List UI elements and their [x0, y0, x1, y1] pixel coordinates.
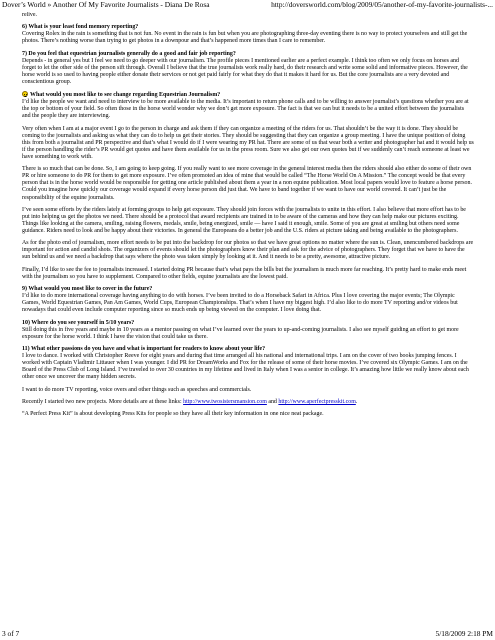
answer-7: Depends - in general yes but I feel we need to go deeper with our journalism. The profile pieces I mentioned earlier are a perfect example. I think too often we only focus on horses and forget to let the other side of the person sift through. Overall I believe that the true journalists work really hard, do their research and write some solid and informative pieces. However, the horse world is so used to having people either donate their services or not get paid fairly for what they do that it makes it hard for us. But the core journalists are a very devoted and conscientious group. [22, 57, 468, 85]
question-10: 10) Where do you see yourself in 5/10 years? [22, 319, 135, 326]
page-number: 3 of 7 [2, 629, 20, 638]
answer-9: I’d like to do more international coverage having anything to do with horses. I’ve been invited to do a Horseback Safari in Africa. Plus I love covering the major events; The Olympic Games, World Equestrian Games, Pan Am Games, World Cups, European Championships. That’s when I have my biggest high. I’d also like to do more TV reporting and/or videos but nowadays that could even include computer reporting since so much ends up being viewed on the computer. I love doing that. [22, 293, 458, 314]
print-header [0, 0, 495, 10]
question-8 [22, 91, 474, 99]
links-end-text: . [355, 398, 358, 405]
page-url: http://doversworld.com/blog/2009/05/another-of-my-favorite-journalists-... [271, 0, 493, 9]
answer-8-paragraph-2: Very often when I am at a major event I go to the person in charge and ask them if they can organize a meeting of the riders for us. That shouldn’t be the way it is done. They should be coming to the journalists and asking us what they can do to help us get their stories. They should be suggesting that they can organize a group meeting. I have the unique position of doing this from both a journalist and PR perspective and that’s what I would do if I were wearing my PR hat. There are some of us that wear both a writer and photographer hat and it would help us if the person handling the rider’s PR would get quotes and have them available for us in the press room. Sure we also get our own quotes but if we suddenly can’t reach someone at least we have something to work with. [22, 125, 474, 160]
smiley-icon [22, 91, 28, 97]
page-title: Dover’s World » Another Of My Favorite Journalists - Diana De Rosa [2, 0, 210, 9]
answer-8-paragraph-4: I’ve seen some efforts by the riders lately at forming groups to help get exposure. They should join forces with the journalists to unite in this effort. I also believe that more effort has to be put into helping us get the photos we need. There should be a protocol that award recipients are trained in to be aware of the cameras and how they can help make our pictures exciting. Things like looking at the camera, smiling, raising flowers, medals, smile, being energized, smile — have I said it enough, smile. Some of you are great at smiling but others need some guidance. Riders need to look and be happy about their victories. In general the Europeans do a better job and the U.S. riders at picture taking and being available to the photographers. [22, 206, 466, 234]
answer-11-paragraph-3 [22, 399, 474, 406]
answer-8-paragraph-5: As for the photo end of journalism, more effort needs to be put into the backdrop for our photos so that we have great options no matter where the sun is. Clean, unencumbered backdrops are important for action and candid shots. The organizers of events should let the photographers know their plan and ask for the advice of photographers. They forget that we have to have the sun behind us and we need a backdrop that says where the photo was taken simply by looking at it. And it needs to be a pretty, awesome, attractive picture. [22, 240, 474, 261]
article-body [22, 12, 474, 626]
question-8-text: What would you most like to see change regarding Equestrian Journalism? [30, 92, 221, 99]
links-intro-text: Recently I started two new projects. More details are at these links: [22, 398, 184, 405]
answer-6: Covering Rolex in the rain is something that is not fun. No event in the rain is fun but when you are photographing three-day eventing there is no way to protect yourselves and still get the photos. There’s nothing worse than trying to get photos in a downpour and that’s happened more times than I care to remember. [22, 31, 468, 45]
print-footer [0, 629, 495, 639]
print-datetime: 5/18/2009 2:18 PM [435, 629, 493, 638]
answer-11-paragraph-4: “A Perfect Press Kit” is about developing Press Kits for people so they have all their key information in one nice neat package. [22, 411, 324, 418]
question-9: 9) What would you most like to cover in the future? [22, 286, 153, 293]
answer-11-paragraph-1: I love to dance. I worked with Christopher Reeve for eight years and during that time arranged all his national and international trips. I am on the cover of two books jumping fences. I worked with Captain Vladimir Littauer when I was younger. I did PR for DreamWorks and Fox for the release of some of their horse movies. I’ve covered six Olympic Games. I am on the Board of the Press Club of Long Island. I’ve traveled to over 30 countries in my lifetime and lived in Italy when I was a senior in college. It’s amazing how little we really know about each other once we uncover the many hidden secrets. [22, 353, 469, 381]
perfect-press-kit-link[interactable]: http://www.aperfectpresskit.com [278, 398, 356, 405]
question-11: 11) What other passions do you have and what is important for readers to know about your life? [22, 346, 266, 353]
question-7: 7) Do you feel that equestrian journalists generally do a good and fair job reporting? [22, 50, 236, 57]
links-and-text: and [266, 398, 279, 405]
answer-8-paragraph-6: Finally, I’d like to see the fee to journalists increased. I started doing PR because that’s what pays the bills but the journalism is much more far reaching. It’s pretty hard to make ends meet with the journalism so you have to supplement. Compared to other fields, equine journalists are the lowest paid. [22, 266, 467, 280]
answer-10: Still doing this in five years and maybe in 10 years as a mentor passing on what I’ve learned over the years to up-and-coming journalists. I also see myself guiding an effort to get more exposure for the horse world. I think I have the vision that could take us there. [22, 326, 459, 340]
intro-text: relive. [22, 12, 38, 18]
answer-8-paragraph-3: There is so much that can be done. So, I am going to keep going. If you really want to see more coverage in the general interest media then the riders should also either do some of their own PR or hire someone to do PR for them to get more exposure. I’ve often promoted an idea of mine that would be called “The Horse World On A Mission.” The concept would be that every person that is in the horse world would be responsible for getting one article published about them a year in a non equine publication. Most local papers would love to feature a horse person. Could you imagine how quickly our coverage would expand if every horse person did just that. We have to band together if we want to have our world covered. It can’t just be the responsibility of the equine journalists. [22, 166, 472, 201]
answer-11-paragraph-2: I want to do more TV reporting, voice overs and other things such as speeches and commercials. [22, 386, 252, 393]
twosisters-link[interactable]: http://www.twosistersmansion.com [183, 398, 267, 405]
answer-8-paragraph-1: I’d like the people we want and need to interview to be more available to the media. It’s important to return phone calls and to be willing to answer journalist’s questions whether you are at the top or bottom of your field. So often those in the horse world wonder why we don’t get more exposure. The fact is that we can but it needs to be a united effort between the journalists and the people they are interviewing. [22, 99, 469, 120]
question-6: 6) What is your least fond memory reporting? [22, 24, 139, 31]
